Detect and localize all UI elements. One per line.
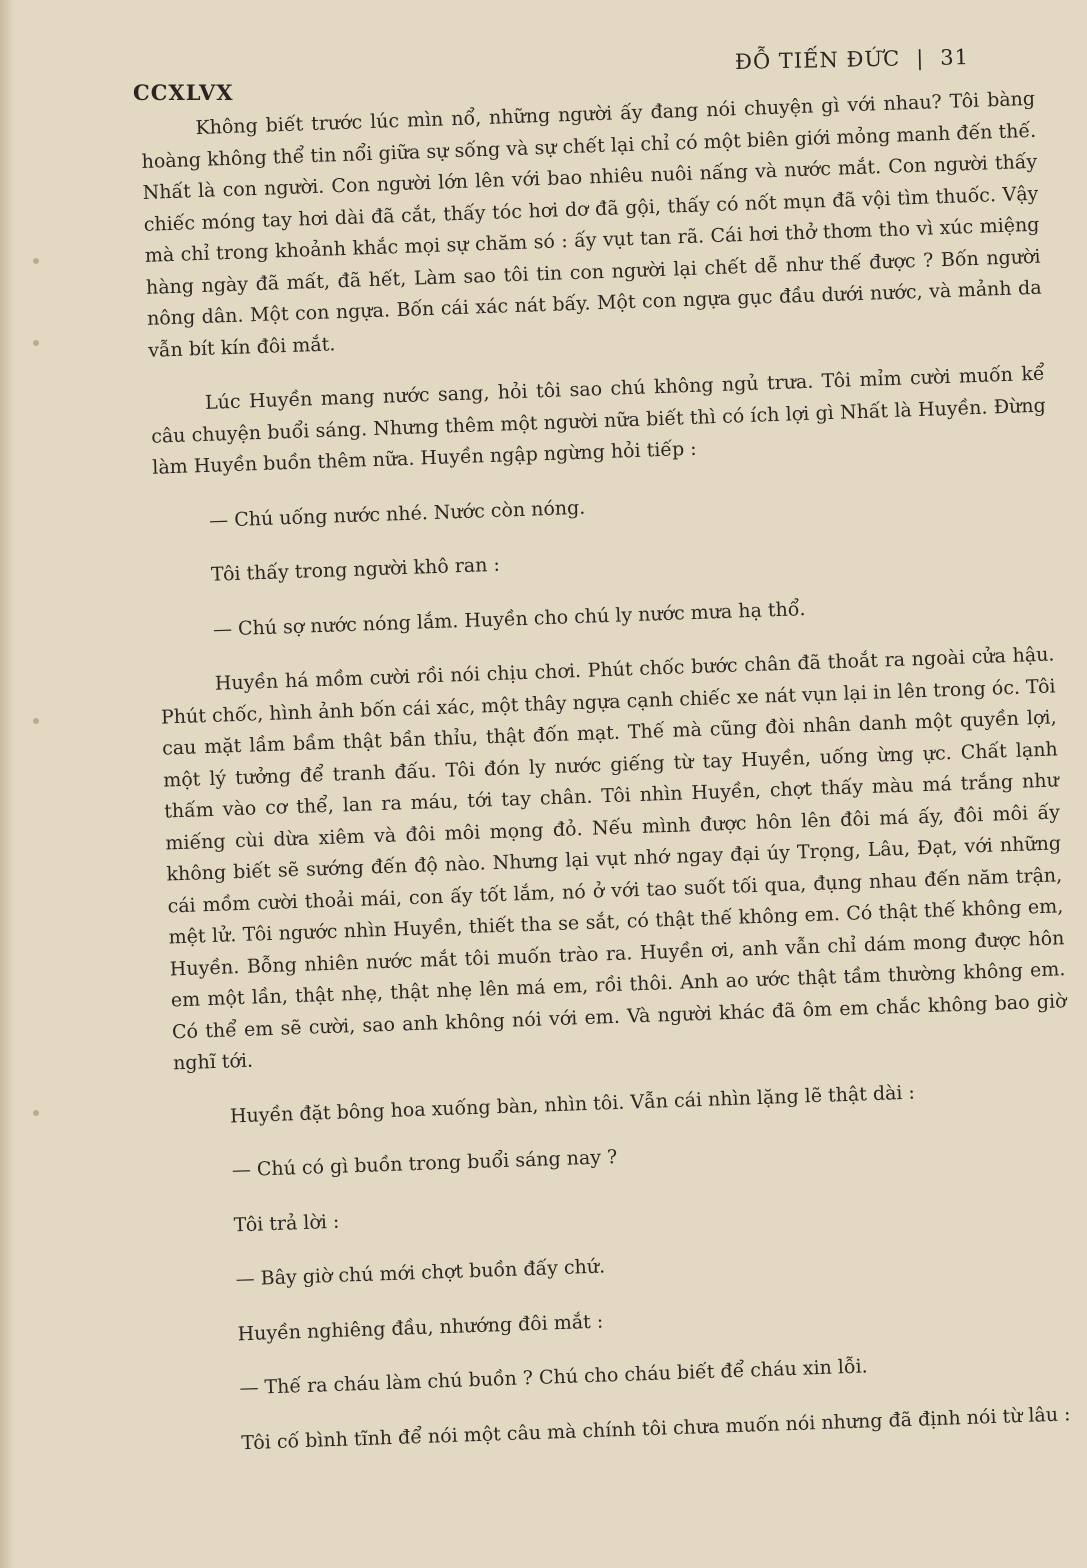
dialogue-line: — Chú uống nước nhé. Nước còn nóng.: [208, 496, 586, 532]
paragraph: Tôi thấy trong người khô ran :: [210, 553, 501, 586]
dialogue-line: — Chú sợ nước nóng lắm. Huyền cho chú ly nước mưa hạ thổ.: [212, 597, 806, 641]
paragraph: Huyền há mồm cười rồi nói chịu chơi. Phút chốc bước chân đã thoắt ra ngoài cửa hậu. Phút chốc, hình ảnh bốn cái xác, một thây ngựa cạnh chiếc xe nát vụn lại in lên trong óc. Tôi cau mặt lầm bầm thật bần thỉu, thật đốn mạt. Thế mà cũng đòi nhân danh một quyền lợi, một lý tưởng để tranh đấu. Tôi đón ly nước giếng từ tay Huyền, uống ừng ực. Chất lạnh thấm vào cơ thể, lan ra máu, tới tay chân. Tôi nhìn Huyền, chợt thấy màu má trắng như miếng cùi dừa xiêm và đôi môi mọng đỏ. Nếu mình được hôn lên đôi má ấy, đôi môi ấy không biết sẽ sướng đến độ nào. Nhưng lại vụt nhớ ngay đại úy Trọng, Lâu, Đạt, với những cái mồm cười thoải mái, con ấy tốt lắm, nó ở với tao suốt tối qua, đụng nhau đến năm trận, mệt lử. Tôi ngước nhìn Huyền, thiết tha se sắt, có thật thế không em. Có thật thế không em, Huyền. Bỗng nhiên nước mắt tôi muốn trào ra. Huyền ơi, anh vẫn chỉ dám mong được hôn em một lần, thật nhẹ, thật nhẹ lên má em, rồi thôi. Anh ao ước thật tầm thường không em. Có thể em sẽ cười, sao anh không nói với em. Và người khác đã ôm em chắc không bao giờ nghĩ tới.: [160, 643, 1067, 1075]
paragraph: Lúc Huyền mang nước sang, hỏi tôi sao chú không ngủ trưa. Tôi mỉm cười muốn kể câu chuyện buổi sáng. Nhưng thêm một người nữa biết thì có ích lợi gì Nhất là Huyền. Đừng làm Huyền buồn thêm nữa. Huyền ngập ngừng hỏi tiếp :: [150, 362, 1047, 479]
author-name: ĐỖ TIẾN ĐỨC: [734, 46, 901, 74]
binding-hole: [33, 1110, 39, 1116]
paragraph: Tôi trả lời :: [233, 1210, 340, 1236]
running-head: [735, 45, 970, 74]
page-edge-shadow: [0, 0, 14, 1568]
section-code: CCXLVX: [133, 80, 234, 105]
paragraph: Tôi cố bình tĩnh để nói một câu mà chính tôi chưa muốn nói nhưng đã định nói từ lâu :: [241, 1402, 1071, 1454]
body-text: [140, 84, 1081, 1461]
binding-hole: [33, 718, 39, 724]
binding-hole: [33, 340, 39, 346]
binding-hole: [33, 258, 39, 264]
header-separator: |: [915, 46, 925, 71]
page-number: 31: [940, 45, 970, 70]
paragraph: Huyền đặt bông hoa xuống bàn, nhìn tôi. Vẫn cái nhìn lặng lẽ thật dài :: [229, 1081, 916, 1127]
dialogue-line: — Thế ra cháu làm chú buồn ? Chú cho cháu biết để cháu xin lỗi.: [239, 1355, 869, 1400]
paragraph: Huyền nghiêng đầu, nhướng đôi mắt :: [237, 1310, 604, 1345]
dialogue-line: — Chú có gì buồn trong buổi sáng nay ?: [231, 1145, 618, 1182]
paragraph: Không biết trước lúc mìn nổ, những người ấy đang nói chuyện gì với nhau? Tôi bàng hoàng không thể tin nổi giữa sự sống và sự chết lại chỉ có một biên giới mỏng manh đến thế. Nhất là con người. Con người lớn lên với bao nhiêu nuôi nấng và nước mắt. Con người thấy chiếc móng tay hơi dài đã cắt, thấy tóc hơi dơ đã gội, thấy có nốt mụn đã vội tìm thuốc. Vậy mà chỉ trong khoảnh khắc mọi sự chăm só : ấy vụt tan rã. Cái hơi thở thơm tho vì xúc miệng hàng ngày đã mất, đã hết, Làm sao tôi tin con người lại chết dễ như thế được ? Bốn người nông dân. Một con ngựa. Bốn cái xác nát bấy. Một con ngựa gục đầu dưới nước, và mảnh da vẫn bít kín đôi mắt.: [141, 87, 1042, 362]
dialogue-line: — Bây giờ chú mới chợt buồn đấy chứ.: [235, 1255, 606, 1291]
